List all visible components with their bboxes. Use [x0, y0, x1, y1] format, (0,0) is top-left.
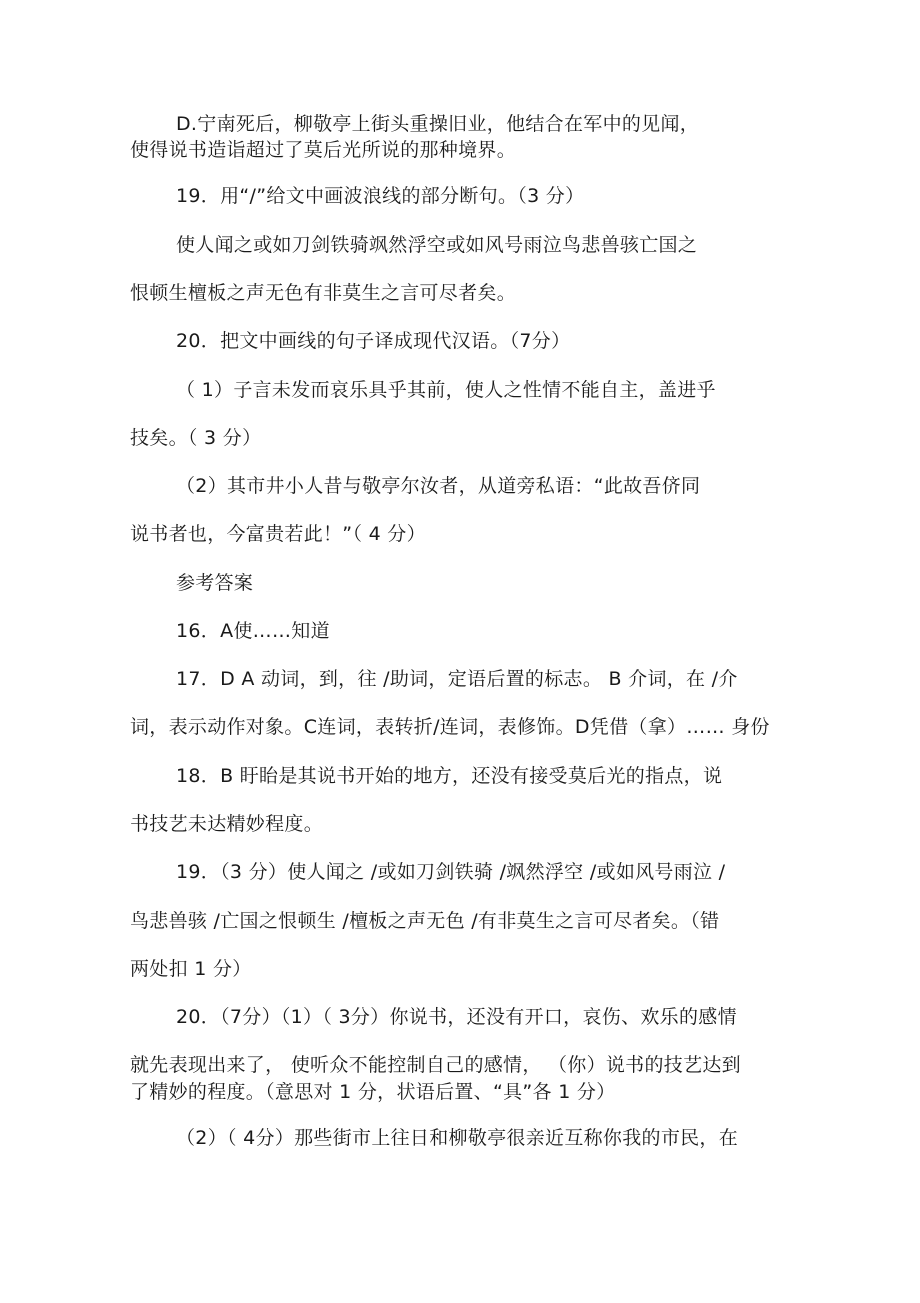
text-line: D.宁南死后，柳敬亭上街头重操旧业，他结合在军中的见闻， [176, 113, 700, 135]
text-line: 词，表示动作对象。C连词，表转折/连词，表修饰。D凭借（拿）…… 身份 [130, 716, 770, 738]
text-line: （2）（ 4分）那些街市上往日和柳敬亭很亲近互称你我的市民，在 [176, 1127, 739, 1149]
text-line: 了精妙的程度。（意思对 1 分，状语后置、“具”各 1 分） [130, 1081, 616, 1103]
text-line: 使得说书造诣超过了莫后光所说的那种境界。 [130, 139, 517, 161]
text-line: 技矣。（ 3 分） [130, 427, 262, 449]
question-20: 20．把文中画线的句子译成现代汉语。（7分） [176, 330, 571, 352]
text-line: （ 1）子言未发而哀乐具乎其前，使人之性情不能自主，盖进乎 [176, 379, 716, 401]
answer-heading: 参考答案 [176, 572, 254, 594]
text-line: 就先表现出来了， 使听众不能控制自己的感情， （你）说书的技艺达到 [130, 1054, 741, 1076]
answer-16: 16．A使……知道 [176, 620, 330, 642]
answer-18: 18．B 盱眙是其说书开始的地方，还没有接受莫后光的指点，说 [176, 765, 723, 787]
text-line: 两处扣 1 分） [130, 958, 252, 980]
text-line: （2）其市井小人昔与敬亭尔汝者，从道旁私语：“此故吾侪同 [176, 475, 701, 497]
text-line: 恨顿生檀板之声无色有非莫生之言可尽者矣。 [130, 282, 517, 304]
text-line: 鸟悲兽骇 /亡国之恨顿生 /檀板之声无色 /有非莫生之言可尽者矣。（错 [130, 910, 720, 932]
question-19: 19．用“/”给文中画波浪线的部分断句。（3 分） [176, 185, 585, 207]
text-line: 使人闻之或如刀剑铁骑飒然浮空或如风号雨泣鸟悲兽骇亡国之 [176, 234, 698, 256]
answer-17: 17．D A 动词，到，往 /助词，定语后置的标志。 B 介词，在 /介 [176, 668, 738, 690]
answer-19: 19．（3 分）使人闻之 /或如刀剑铁骑 /飒然浮空 /或如风号雨泣 / [176, 861, 726, 883]
text-line: 书技艺未达精妙程度。 [130, 813, 324, 835]
text-line: 说书者也，今富贵若此！”（ 4 分） [130, 523, 426, 545]
answer-20: 20．（7分）（1）（ 3分）你说书，还没有开口，哀伤、欢乐的感情 [176, 1006, 737, 1028]
